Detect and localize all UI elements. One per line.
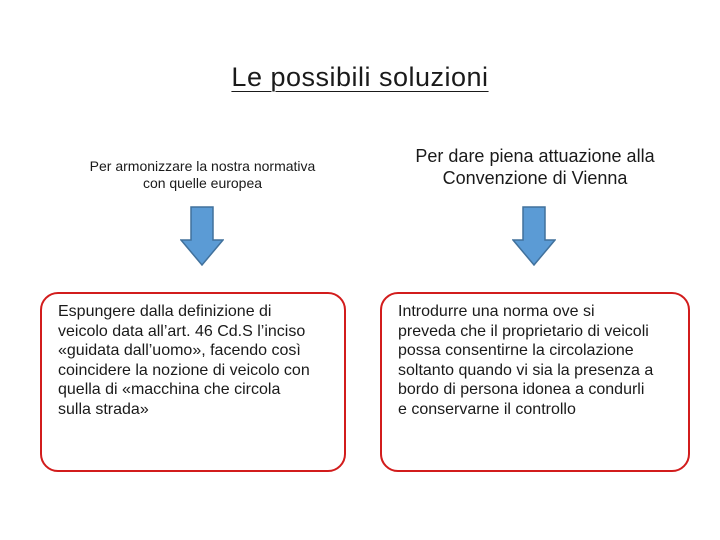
right-solution-box (380, 292, 690, 472)
left-solution-box (40, 292, 346, 472)
right-heading-line: Convenzione di Vienna (442, 167, 628, 188)
left-body-line: «guidata dall’uomo», facendo così (58, 342, 301, 360)
right-body-line: bordo di persona idonea a condurli (398, 381, 645, 399)
left-body-line: veicolo data all’art. 46 Cd.S l’inciso (58, 322, 306, 340)
right-body-line: soltanto quando vi sia la presenza a (398, 361, 654, 379)
left-body-line: Espungere dalla definizione di (58, 303, 272, 320)
right-body-line: possa consentirne la circolazione (398, 342, 634, 360)
right-body-line: e conservarne il controllo (398, 400, 576, 418)
left-body-line: coincidere la nozione di veicolo con (58, 361, 310, 379)
right-heading-line: Per dare piena attuazione alla (415, 146, 655, 166)
left-heading-line: con quelle europea (142, 175, 263, 192)
left-body-line: sulla strada» (58, 400, 149, 418)
left-body-line: quella di «macchina che circola (58, 381, 281, 399)
right-column-heading (380, 146, 690, 190)
right-body-line: preveda che il proprietario di veicoli (398, 322, 649, 340)
slide-title: Le possibili soluzioni (231, 62, 489, 92)
left-heading-line: Per armonizzare la nostra normativa (89, 158, 316, 174)
arrow-down-icon (180, 206, 224, 266)
arrow-down-icon (512, 206, 556, 266)
left-column-heading (50, 158, 355, 192)
right-body-line: Introdurre una norma ove si (398, 303, 595, 320)
